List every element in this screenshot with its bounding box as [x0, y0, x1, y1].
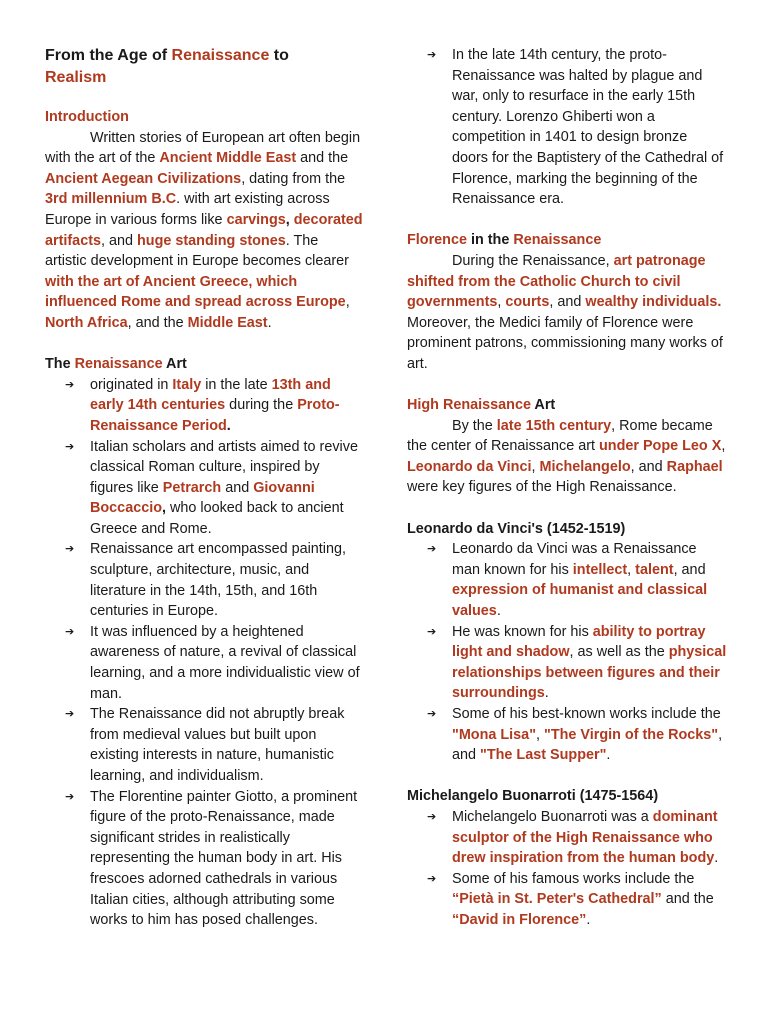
arrow-bullet-icon: ➔	[65, 377, 75, 391]
highlight-text: ability to portray light and shadow	[452, 623, 706, 661]
text-run: ,	[345, 294, 350, 311]
section-heading-introduction	[45, 107, 363, 128]
left-column	[45, 45, 363, 931]
text-run: Moreover, the Medici family of Florence were prominent patrons, commissioning many works of art.	[407, 314, 723, 372]
highlight-text: North Africa	[45, 314, 128, 331]
text-run: in the	[466, 232, 514, 249]
text-run: Written stories of European art often begin with the art of the	[45, 129, 361, 167]
section-heading-the-renaissance-art	[45, 354, 363, 375]
text-run: were key figures of the High Renaissance.	[407, 479, 677, 496]
highlight-text: decorated artifacts	[45, 211, 363, 249]
highlight-text: talent	[635, 561, 674, 578]
text-run: ,	[536, 726, 545, 743]
list-item	[407, 807, 727, 869]
highlight-text: wealthy individuals.	[585, 294, 722, 311]
text-run: Italian scholars and artists aimed to revive classical Roman culture, inspired by figures like	[90, 438, 358, 496]
highlight-text: Petrarch	[162, 479, 222, 496]
text-run: The Florentine painter Giotto, a prominent figure of the proto-Renaissance, made significant strides in realistically representing the human body in art. His frescoes adorned cathedrals in various Italian cities, although attributing some works to him has posed challenges.	[90, 788, 358, 929]
bullet-list	[407, 807, 727, 931]
arrow-bullet-icon: ➔	[427, 542, 437, 556]
text-run: Some of his famous works include the	[452, 870, 695, 887]
text-run: and the	[296, 150, 349, 167]
text-run: From the Age of	[45, 47, 172, 64]
arrow-bullet-icon: ➔	[427, 809, 437, 823]
text-run: to	[269, 47, 289, 64]
highlight-text: High Renaissance	[407, 397, 531, 414]
paragraph	[407, 416, 727, 498]
text-run: , Rome became the center of Renaissance art	[407, 417, 713, 455]
list-item	[45, 622, 363, 704]
list-item	[407, 869, 727, 931]
section-heading-high-renaissance-art	[407, 395, 727, 416]
text-run: ,	[531, 458, 540, 475]
highlight-text: intellect	[572, 561, 628, 578]
arrow-bullet-icon: ➔	[65, 789, 75, 803]
paragraph	[45, 128, 363, 334]
text-run: Leonardo da Vinci's (1452-1519)	[407, 520, 626, 537]
text-run: , and	[452, 726, 723, 764]
highlight-text: "Mona Lisa"	[452, 726, 537, 743]
highlight-text: dominant sculptor of the High Renaissance who drew inspiration from the human body	[452, 808, 718, 867]
section-spacer	[407, 375, 727, 396]
highlight-text: Michelangelo	[539, 458, 631, 475]
highlight-text: carvings	[226, 211, 286, 228]
section-spacer	[407, 498, 727, 519]
highlight-text: huge standing stones	[137, 232, 286, 249]
highlight-text: Renaissance	[74, 356, 163, 373]
list-item	[45, 704, 363, 786]
text-run: , and the	[127, 314, 188, 331]
list-item	[407, 704, 727, 766]
highlight-text: Renaissance	[513, 232, 602, 249]
text-run: , and	[630, 458, 667, 475]
text-run: , and	[673, 561, 706, 578]
text-run: ,	[497, 294, 506, 311]
text-run: .	[714, 850, 719, 867]
text-run: The	[45, 356, 75, 373]
list-item	[45, 375, 363, 437]
text-run: .	[496, 603, 501, 620]
list-item	[407, 539, 727, 621]
highlight-text: physical relationships between figures and their surroundings	[452, 644, 727, 702]
arrow-bullet-icon: ➔	[427, 871, 437, 885]
highlight-text: expression of humanist and classical values	[452, 582, 708, 620]
arrow-bullet-icon: ➔	[65, 624, 75, 638]
highlight-text: art patronage shifted from the Catholic Church to civil governments	[407, 252, 706, 311]
text-run: By the	[452, 417, 497, 434]
text-run: Art	[530, 397, 556, 414]
arrow-bullet-icon: ➔	[65, 439, 75, 453]
text-run: During the Renaissance,	[452, 252, 614, 269]
text-run: In the late 14th century, the proto-Renaissance was halted by plague and war, only to resurface in the early 15th century. Lorenzo Ghiberti won a competition in 1401 to design bronze doors for the Baptistery of the Cathedral of Florence, marking the beginning of the Renaissance era.	[452, 47, 724, 208]
bullet-list	[407, 539, 727, 766]
highlight-text: Introduction	[45, 109, 129, 125]
section-heading-leonardo-da-vinci-s-1452-1519	[407, 519, 727, 540]
text-run: ,	[162, 500, 166, 517]
section-heading-florence-in-the-renaissance	[407, 230, 727, 251]
text-run: Michelangelo Buonarroti was a	[452, 808, 653, 825]
highlight-text: 3rd millennium B.C	[45, 191, 177, 208]
text-run: It was influenced by a heightened awareness of nature, a revival of classical learning, and a more individualistic view of man.	[90, 623, 360, 702]
bullet-list	[407, 45, 727, 210]
text-run: during the	[225, 397, 298, 414]
list-item	[45, 539, 363, 621]
text-run: Renaissance art encompassed painting, sculpture, architecture, music, and literature in the 14th, 15th, and 16th centuries in Europe.	[90, 541, 346, 620]
text-run: and	[221, 479, 254, 496]
text-run: , as well as the	[569, 644, 669, 661]
highlight-text: “Pietà in St. Peter's Cathedral”	[452, 891, 662, 908]
highlight-text: Middle East	[187, 314, 268, 331]
arrow-bullet-icon: ➔	[65, 542, 75, 556]
highlight-text: late 15th century	[496, 417, 612, 434]
text-run: .	[544, 685, 549, 702]
highlight-text: courts	[505, 294, 550, 311]
highlight-text: Florence	[407, 232, 467, 249]
text-run: ,	[285, 211, 294, 228]
text-run: in the late	[201, 376, 272, 393]
arrow-bullet-icon: ➔	[427, 707, 437, 720]
section-heading-michelangelo-buonarroti-1475-1564	[407, 786, 727, 807]
highlight-text: “David in Florence”	[452, 911, 587, 928]
highlight-text: Ancient Middle East	[159, 150, 297, 167]
highlight-text: 13th and early 14th centuries	[90, 376, 331, 414]
text-run: originated in	[90, 376, 173, 393]
text-run: .	[267, 314, 272, 331]
highlight-text: Raphael	[666, 458, 723, 475]
highlight-text: Renaissance	[171, 47, 270, 64]
text-run: , and	[101, 232, 138, 249]
text-run: , and	[549, 294, 586, 311]
bullet-list	[45, 375, 363, 931]
highlight-text: Ancient Aegean Civilizations	[45, 170, 242, 187]
section-spacer	[407, 210, 727, 231]
text-run: Michelangelo Buonarroti (1475-1564)	[407, 788, 659, 805]
text-run: He was known for his	[452, 623, 593, 640]
text-run: Art	[162, 356, 187, 373]
highlight-text: "The Last Supper"	[480, 747, 607, 764]
text-run: ,	[721, 438, 726, 455]
arrow-bullet-icon: ➔	[427, 48, 437, 61]
right-column	[407, 45, 727, 931]
text-run: and the	[661, 891, 714, 908]
section-spacer	[45, 334, 363, 355]
highlight-text: Proto-Renaissance Period	[90, 397, 340, 434]
highlight-text: Italy	[172, 376, 202, 393]
list-item	[407, 622, 727, 704]
text-run: .	[226, 417, 231, 434]
arrow-bullet-icon: ➔	[65, 707, 75, 721]
paragraph	[407, 251, 727, 375]
document-title	[45, 45, 363, 89]
highlight-text: Realism	[45, 69, 107, 86]
text-run: ,	[627, 561, 636, 578]
highlight-text: "The Virgin of the Rocks"	[544, 726, 719, 743]
text-run: The Renaissance did not abruptly break from medieval values but built upon existing interests in nature, humanistic learning, and individualism.	[90, 706, 345, 784]
text-run: who looked back to ancient Greece and Rome.	[90, 500, 344, 537]
text-run: .	[586, 911, 591, 928]
text-run: . with art existing across Europe in various forms like	[45, 191, 330, 228]
highlight-text: Giovanni Boccaccio	[90, 479, 315, 517]
highlight-text: Leonardo da Vinci	[407, 458, 532, 475]
text-run: . The artistic development in Europe becomes clearer	[45, 232, 349, 270]
list-item	[45, 437, 363, 540]
text-run: .	[606, 747, 611, 764]
list-item	[407, 45, 727, 210]
text-run: , dating from the	[241, 170, 346, 187]
arrow-bullet-icon: ➔	[427, 624, 437, 638]
text-run: Leonardo da Vinci was a Renaissance man known for his	[452, 541, 697, 578]
section-spacer	[407, 766, 727, 787]
text-run: Some of his best-known works include the	[452, 706, 721, 722]
list-item	[45, 787, 363, 931]
highlight-text: under Pope Leo X	[598, 438, 722, 455]
highlight-text: with the art of Ancient Greece, which influenced Rome and spread across Europe	[45, 273, 346, 311]
